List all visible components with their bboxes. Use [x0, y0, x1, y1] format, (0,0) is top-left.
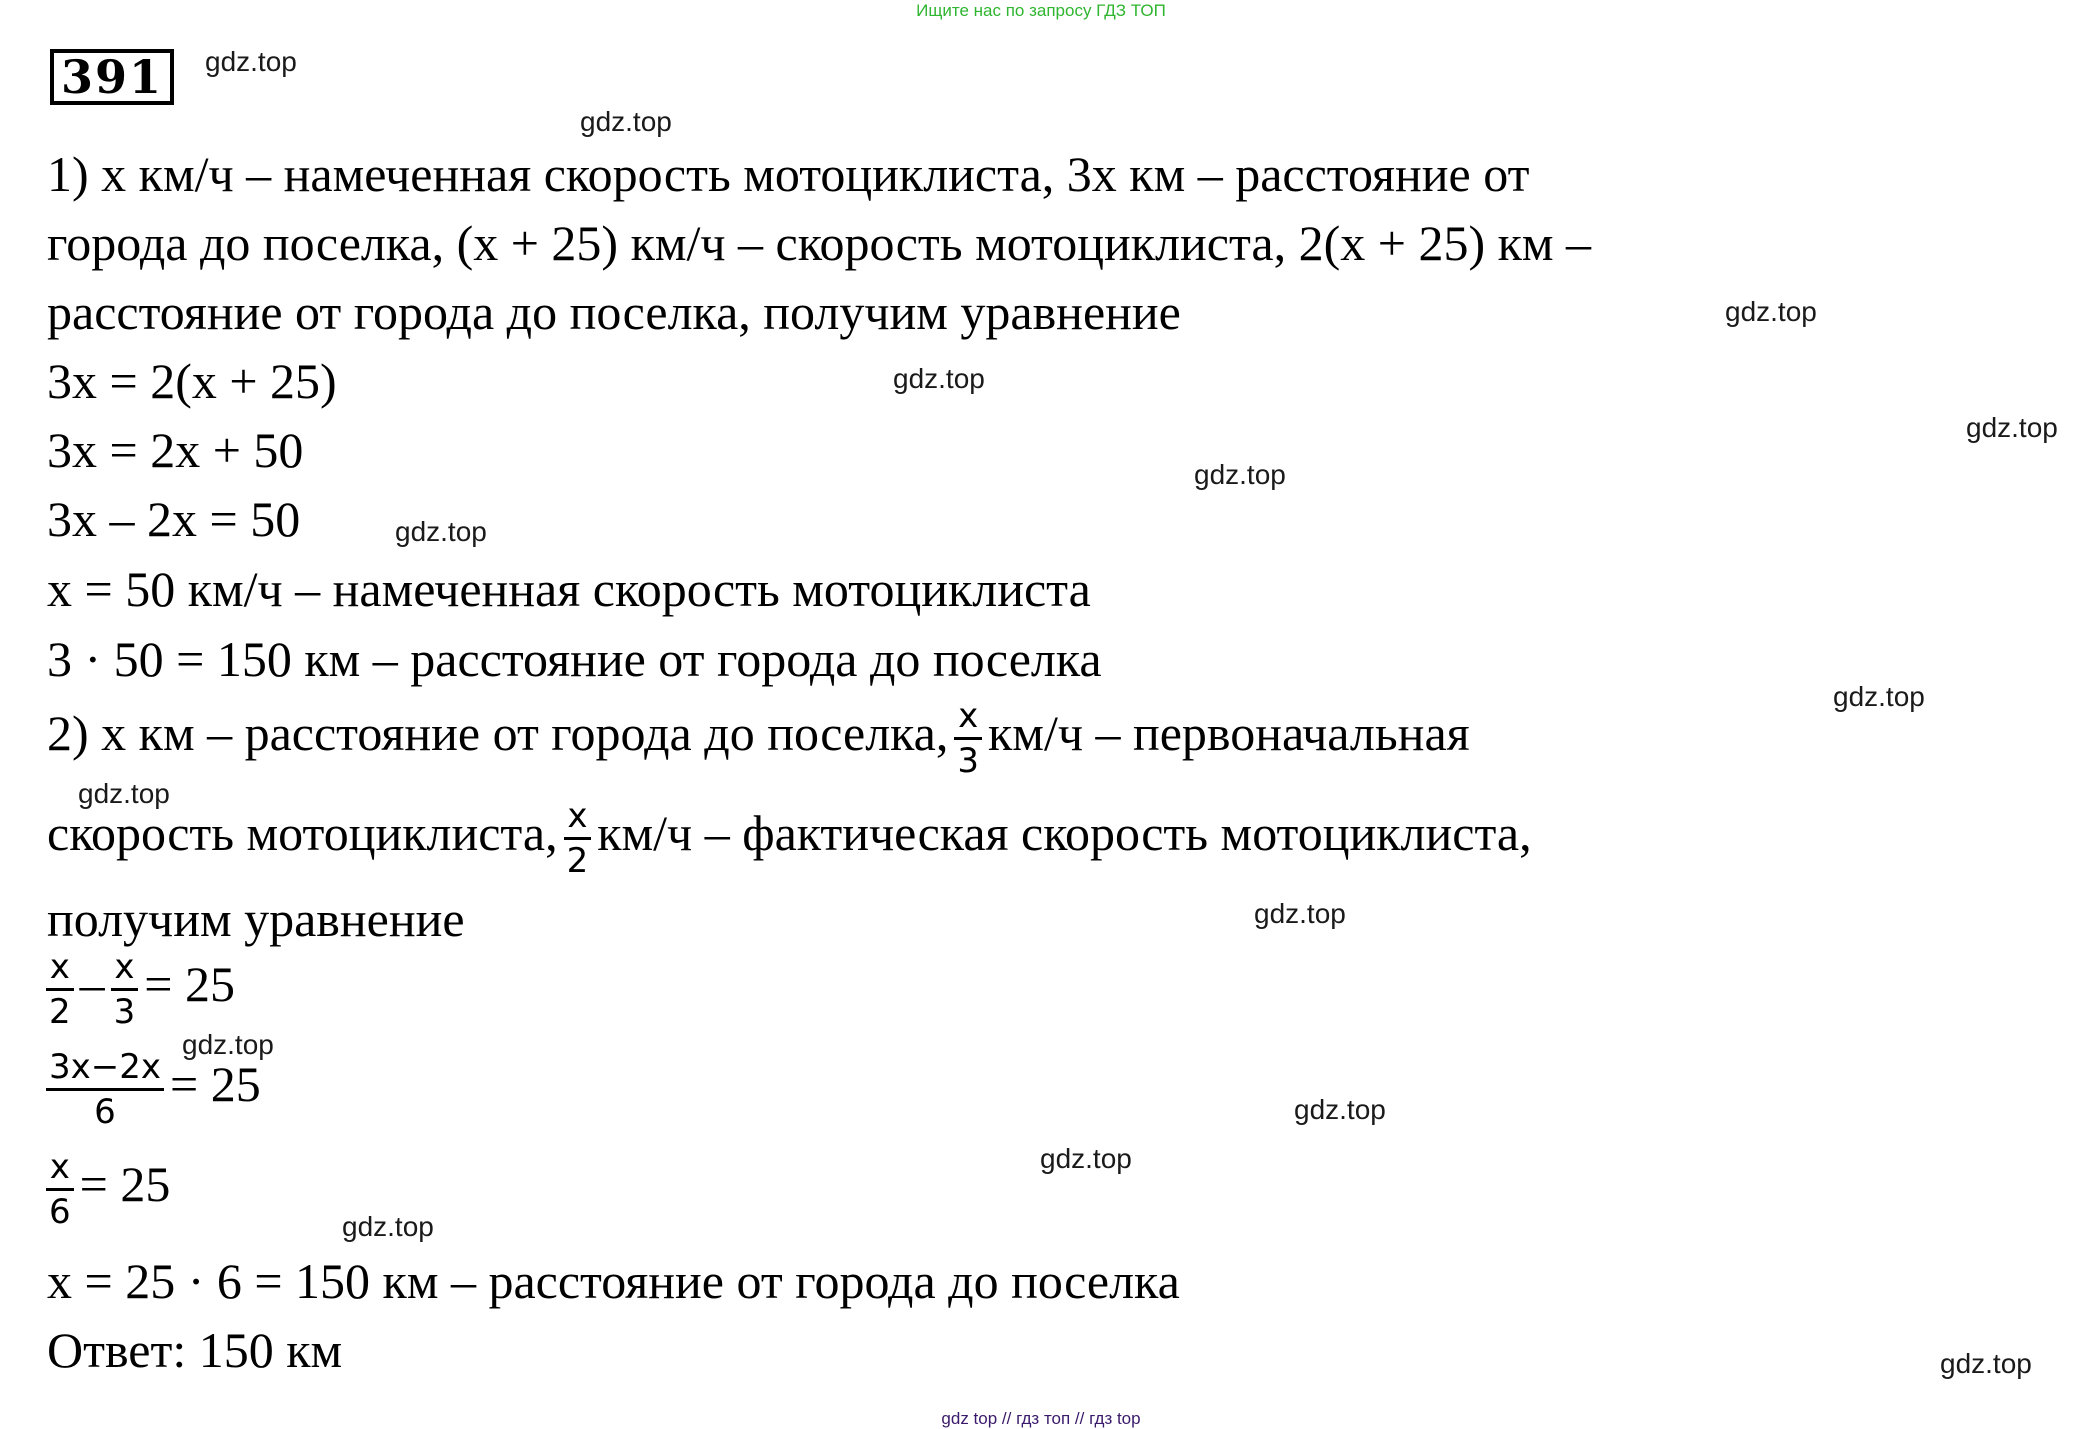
fraction: [111, 948, 139, 1031]
top-banner: Ищите нас по запросу ГДЗ ТОП: [916, 1, 1166, 20]
fraction-denominator: 6: [94, 1092, 116, 1132]
solution-line: расстояние от города до поселка, получим уравнение: [47, 284, 1181, 340]
watermark: gdz.top: [182, 1029, 274, 1060]
text-segment: км/ч – первоначальная: [988, 704, 1470, 761]
fraction-numerator: x: [46, 948, 74, 991]
text-segment: 2) x км – расстояние от города до поселка,: [47, 704, 949, 761]
fraction: [46, 948, 74, 1031]
solution-line: x = 25 · 6 = 150 км – расстояние от города до поселка: [47, 1253, 1180, 1309]
equation-rhs: = 25: [170, 1055, 261, 1112]
watermark: gdz.top: [78, 778, 170, 809]
watermark: gdz.top: [1254, 898, 1346, 929]
watermark: gdz.top: [205, 46, 297, 77]
equation-line: 3x – 2x = 50: [47, 491, 301, 547]
watermark: gdz.top: [1040, 1143, 1132, 1174]
equation-line: [40, 1048, 261, 1131]
watermark: gdz.top: [1966, 412, 2058, 443]
fraction: [564, 797, 592, 880]
text-segment: км/ч – фактическая скорость мотоциклиста,: [597, 804, 1532, 861]
fraction: [46, 1148, 74, 1231]
fraction-denominator: 2: [49, 992, 71, 1032]
solution-line: 1) x км/ч – намеченная скорость мотоциклиста, 3x км – расстояние от: [47, 146, 1530, 202]
watermark: gdz.top: [1940, 1348, 2032, 1379]
fraction-numerator: x: [564, 797, 592, 840]
fraction-denominator: 3: [957, 741, 980, 781]
fraction: [46, 1048, 164, 1131]
footer: gdz top // гдз топ // гдз top: [941, 1409, 1141, 1428]
fraction-numerator: 3x−2x: [46, 1048, 164, 1091]
minus-sign: –: [79, 955, 105, 1012]
solution-line: получим уравнение: [47, 891, 465, 947]
solution-line: 3 · 50 = 150 км – расстояние от города до поселка: [47, 631, 1102, 687]
fraction-denominator: 2: [566, 841, 589, 881]
watermark: gdz.top: [1294, 1094, 1386, 1125]
equation-rhs: = 25: [79, 1155, 171, 1212]
watermark: gdz.top: [395, 516, 487, 547]
watermark: gdz.top: [580, 106, 672, 137]
text-segment: скорость мотоциклиста,: [47, 804, 558, 861]
fraction: [954, 697, 982, 780]
watermark: gdz.top: [342, 1211, 434, 1242]
fraction-denominator: 3: [113, 992, 136, 1032]
equation-rhs: = 25: [144, 955, 235, 1012]
fraction-numerator: x: [954, 697, 982, 740]
watermark: gdz.top: [1725, 296, 1817, 327]
equation-line: [40, 1148, 170, 1231]
solution-line: [47, 797, 1532, 880]
solution-line: города до поселка, (x + 25) км/ч – скорость мотоциклиста, 2(x + 25) км –: [47, 215, 1592, 271]
equation-line: [40, 948, 235, 1031]
watermark: gdz.top: [1833, 681, 1925, 712]
equation-line: 3x = 2x + 50: [47, 422, 304, 478]
solution-line: x = 50 км/ч – намеченная скорость мотоциклиста: [47, 561, 1091, 617]
watermark: gdz.top: [893, 363, 985, 394]
watermark: gdz.top: [1194, 459, 1286, 490]
fraction-numerator: x: [111, 948, 139, 991]
equation-line: 3x = 2(x + 25): [47, 353, 337, 409]
answer-line: Ответ: 150 км: [47, 1322, 343, 1378]
problem-number: 391: [50, 49, 174, 105]
fraction-denominator: 6: [49, 1192, 71, 1232]
fraction-numerator: x: [46, 1148, 74, 1191]
solution-line: [47, 697, 1470, 780]
